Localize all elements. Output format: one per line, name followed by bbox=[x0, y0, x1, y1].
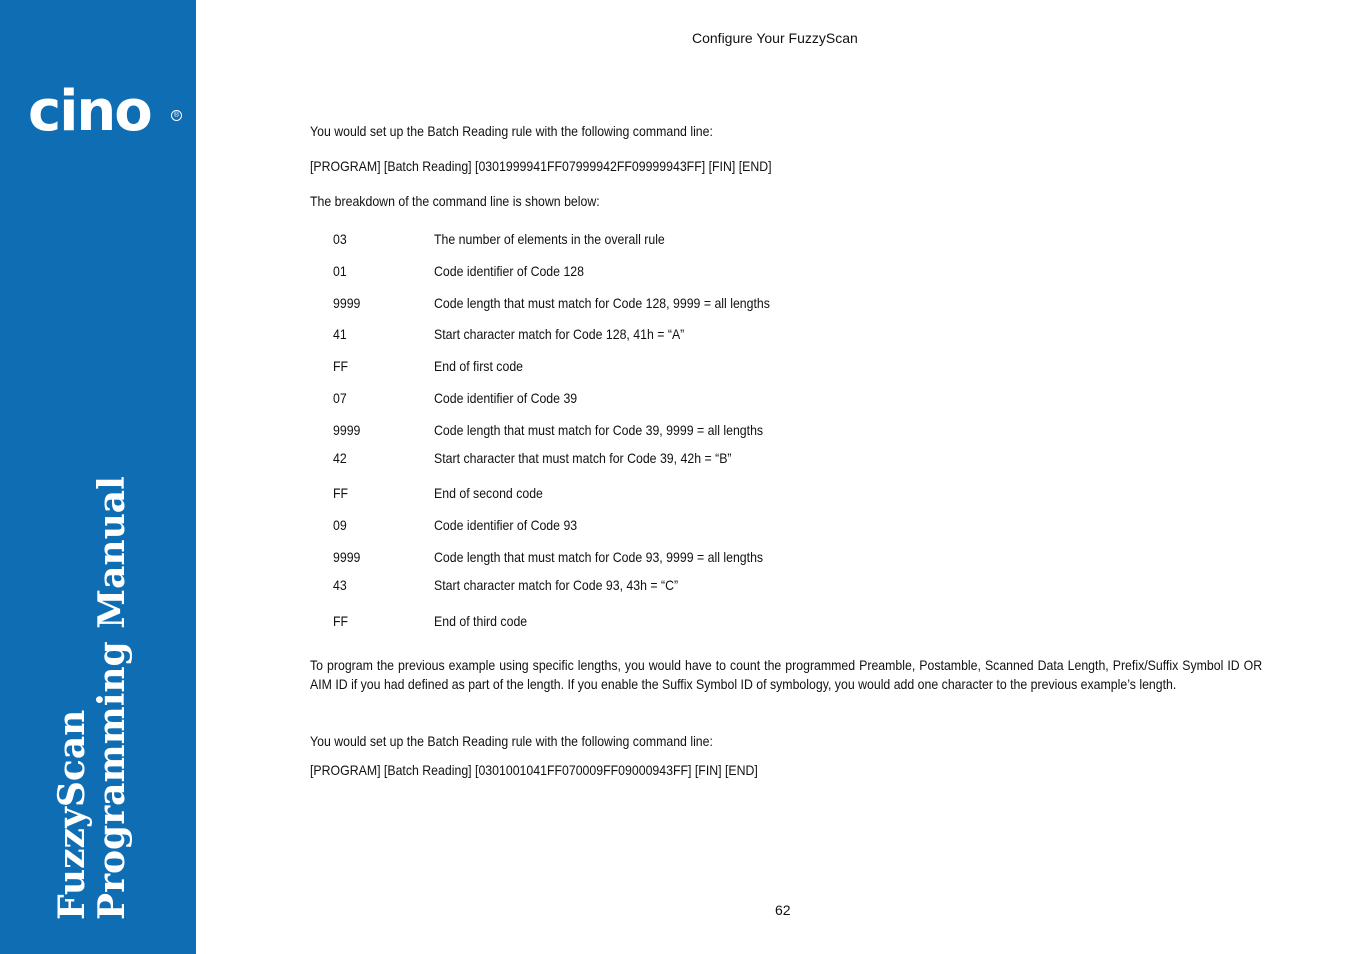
row-desc: Code identifier of Code 128 bbox=[434, 263, 584, 279]
row-code: FF bbox=[333, 613, 349, 629]
row-code: 43 bbox=[333, 577, 347, 593]
row-code: 9999 bbox=[333, 295, 361, 311]
page-header: Configure Your FuzzyScan bbox=[692, 30, 858, 46]
manual-title-line2: Programming Manual bbox=[91, 476, 133, 920]
command-line-2: [PROGRAM] [Batch Reading] [0301001041FF070009FF09000943FF] [FIN] [END] bbox=[310, 762, 758, 778]
row-code: 07 bbox=[333, 390, 347, 406]
row-code: 41 bbox=[333, 326, 347, 342]
row-desc: Start character match for Code 93, 43h = “C” bbox=[434, 577, 679, 593]
row-desc: End of second code bbox=[434, 485, 543, 501]
sidebar bbox=[0, 0, 196, 954]
intro-text-1: You would set up the Batch Reading rule with the following command line: bbox=[310, 123, 713, 139]
registered-mark-icon: ® bbox=[171, 110, 182, 121]
row-code: 01 bbox=[333, 263, 347, 279]
row-desc: End of third code bbox=[434, 613, 528, 629]
row-desc: Start character that must match for Code 39, 42h = “B” bbox=[434, 450, 732, 466]
breakdown-intro: The breakdown of the command line is shown below: bbox=[310, 193, 600, 209]
manual-title bbox=[52, 476, 132, 920]
row-code: 42 bbox=[333, 450, 347, 466]
row-code: 09 bbox=[333, 517, 347, 533]
row-desc: The number of elements in the overall rule bbox=[434, 231, 665, 247]
row-desc: Start character match for Code 128, 41h = “A” bbox=[434, 326, 685, 342]
cino-logo: cino bbox=[28, 79, 151, 144]
explanation-paragraph: To program the previous example using specific lengths, you would have to count the programmed Preamble, Postamble, Scanned Data Length, Prefix/Suffix Symbol ID OR AIM ID if you had defined as part of the length. If you enable the Suffix Symbol ID of symbology, you would add one character to the previous example’s length. bbox=[310, 657, 1263, 692]
row-code: FF bbox=[333, 485, 349, 501]
row-code: 03 bbox=[333, 231, 347, 247]
page-number: 62 bbox=[775, 902, 791, 918]
row-code: FF bbox=[333, 358, 349, 374]
manual-title-line1: FuzzyScan bbox=[51, 709, 93, 920]
row-code: 9999 bbox=[333, 549, 361, 565]
row-code: 9999 bbox=[333, 422, 361, 438]
intro-text-2: You would set up the Batch Reading rule with the following command line: bbox=[310, 733, 713, 749]
row-desc: Code identifier of Code 39 bbox=[434, 390, 578, 406]
row-desc: Code length that must match for Code 39, 9999 = all lengths bbox=[434, 422, 764, 438]
command-line-1: [PROGRAM] [Batch Reading] [0301999941FF07999942FF09999943FF] [FIN] [END] bbox=[310, 158, 772, 174]
row-desc: Code identifier of Code 93 bbox=[434, 517, 578, 533]
row-desc: End of first code bbox=[434, 358, 524, 374]
row-desc: Code length that must match for Code 93, 9999 = all lengths bbox=[434, 549, 764, 565]
row-desc: Code length that must match for Code 128, 9999 = all lengths bbox=[434, 295, 770, 311]
